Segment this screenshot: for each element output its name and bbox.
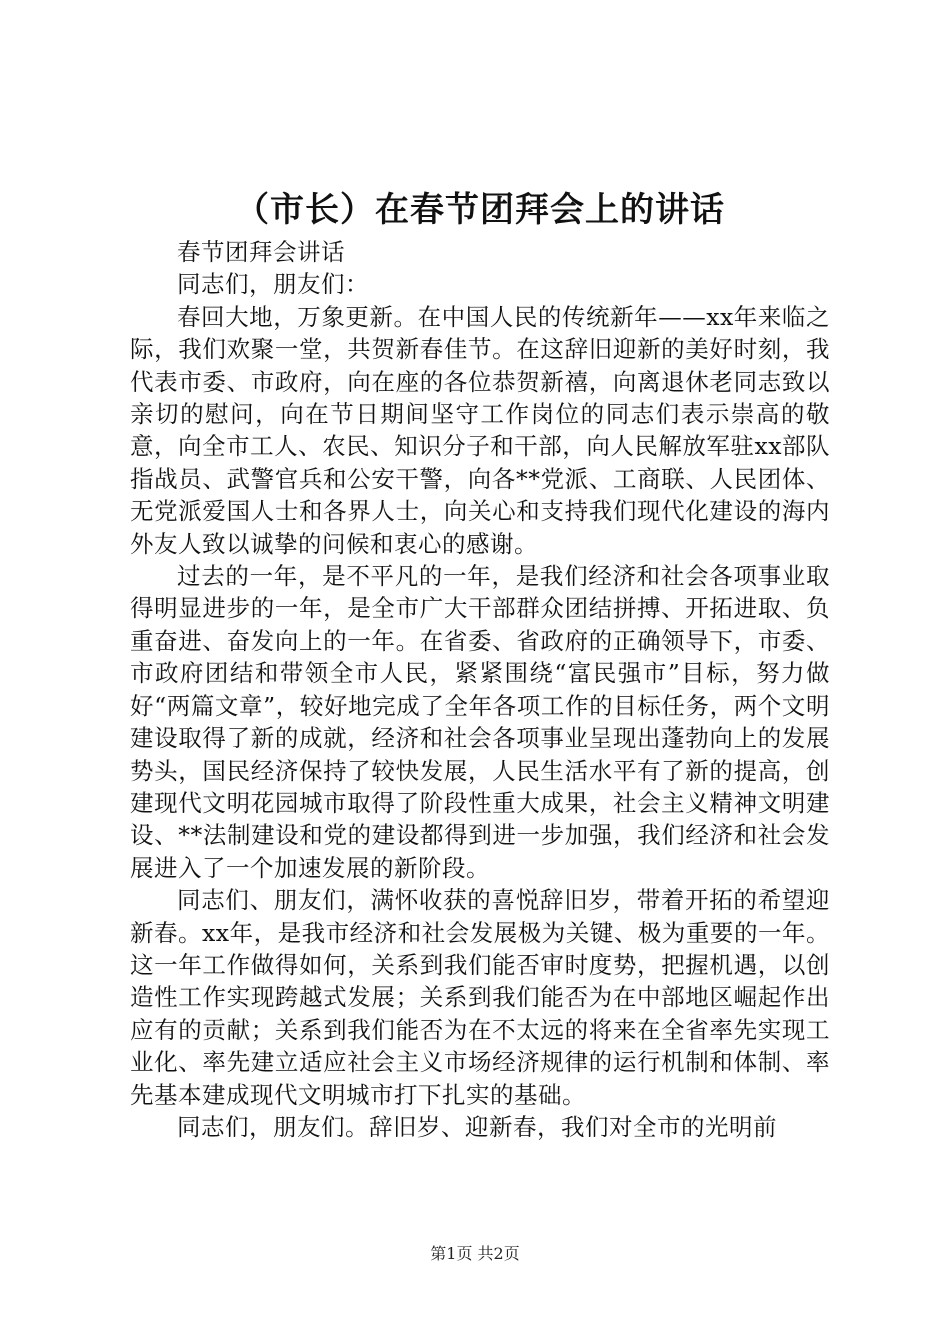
document-title: （市长）在春节团拜会上的讲话 (235, 190, 725, 230)
paragraph-review: 过去的一年，是不平凡的一年，是我们经济和社会各项事业取得明显进步的一年，是全市广大干部群众团结拼搏、开拓进取、负重奋进、奋发向上的一年。在省委、省政府的正确领导下，市委、市政府团结和带领全市人民，紧紧围绕“富民强市”目标，努力做好“两篇文章”，较好地完成了全年各项工作的目标任务，两个文明建设取得了新的成就，经济和社会各项事业呈现出蓬勃向上的发展势头，国民经济保持了较快发展，人民生活水平有了新的提高，创建现代文明花园城市取得了阶段性重大成果，社会主义精神文明建设、**法制建设和党的建设都得到进一步加强，我们经济和社会发展进入了一个加速发展的新阶段。 (130, 562, 830, 882)
paragraph-outlook: 同志们、朋友们，满怀收获的喜悦辞旧岁，带着开拓的希望迎新春。xx年，是我市经济和社会发展极为关键、极为重要的一年。这一年工作做得如何，关系到我们能否审时度势，把握机遇，以创造性工作实现跨越式发展；关系到我们能否为在中部地区崛起作出应有的贡献；关系到我们能否为在不太远的将来在全省率先实现工业化、率先建立适应社会主义市场经济规律的运行机制和体制、率先基本建成现代文明城市打下扎实的基础。 (130, 886, 830, 1109)
paragraph-greeting: 春回大地，万象更新。在中国人民的传统新年——xx年来临之际，我们欢聚一堂，共贺新春佳节。在这辞旧迎新的美好时刻，我代表市委、市政府，向在座的各位恭贺新禧，向离退休老同志致以亲切的慰问，向在节日期间坚守工作岗位的同志们表示崇高的敬意，向全市工人、农民、知识分子和干部，向人民解放军驻xx部队指战员、武警官兵和公安干警，向各**党派、工商联、人民团体、无党派爱国人士和各界人士，向关心和支持我们现代化建设的海内外友人致以诚挚的问候和衷心的感谢。 (130, 302, 830, 558)
paragraph-closing-partial: 同志们，朋友们。辞旧岁、迎新春，我们对全市的光明前 (177, 1112, 777, 1141)
page-number-footer: 第1页 共2页 (430, 1244, 520, 1263)
document-body (130, 236, 830, 1143)
paragraph-salutation: 同志们，朋友们： (177, 270, 369, 299)
paragraph-subtitle: 春节团拜会讲话 (177, 238, 345, 266)
